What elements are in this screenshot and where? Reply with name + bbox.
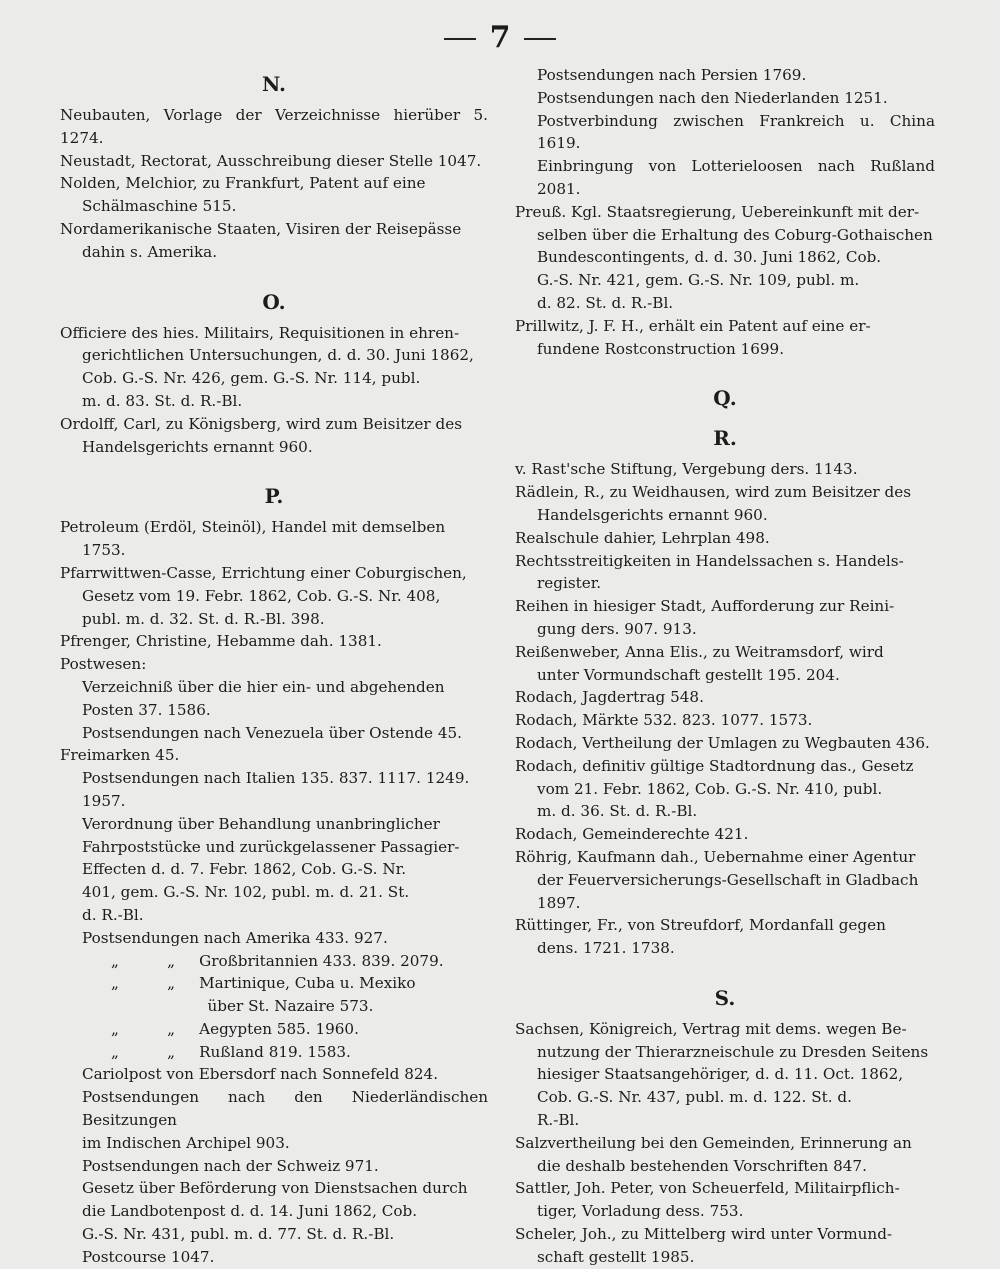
index-entry-line: nutzung der Thierarzneischule zu Dresden Seitens bbox=[537, 1042, 929, 1061]
index-entry: Rüttinger, Fr., von Streufdorf, Mordanfall gegen bbox=[515, 916, 886, 935]
index-entry: Pfarrwittwen-Casse, Errichtung einer Coburgischen, bbox=[60, 563, 467, 582]
section-letter: N. bbox=[262, 72, 286, 96]
index-entry-line: 1753. bbox=[82, 541, 126, 560]
index-entry-line: Schälmaschine 515. bbox=[82, 197, 237, 216]
index-entry-line: Postsendungen nach Venezuela über Ostende 45. bbox=[82, 723, 462, 742]
index-entry-line: d. R.-Bl. bbox=[82, 905, 144, 924]
index-entry-line: Postsendungen nach Persien 1769. bbox=[537, 66, 807, 84]
section-letter: R. bbox=[713, 426, 737, 451]
index-column-right bbox=[515, 64, 935, 1269]
index-entry: Sachsen, Königreich, Vertrag mit dems. wegen Be- bbox=[515, 1019, 907, 1038]
index-entry-line: Postverbindung zwischen Frankreich u. China 1619. bbox=[537, 111, 935, 153]
index-entry: Postwesen: bbox=[60, 655, 147, 674]
index-entry-line: schaft gestellt 1985. bbox=[537, 1247, 695, 1266]
index-entry-line: Postsendungen nach den Niederlanden 1251. bbox=[537, 88, 888, 107]
index-subentry: „ „ Großbritannien 433. 839. 2079. bbox=[82, 951, 444, 970]
index-entry-line: Postsendungen nach der Schweiz 971. bbox=[82, 1156, 379, 1175]
index-entry-line: d. 82. St. d. R.-Bl. bbox=[537, 293, 674, 312]
index-entry: Petroleum (Erdöl, Steinöl), Handel mit demselben bbox=[60, 518, 446, 537]
index-subentry: über St. Nazaire 573. bbox=[82, 997, 374, 1016]
index-entry-line: Verordnung über Behandlung unanbringlicher bbox=[82, 814, 440, 833]
index-entry-line: 401, gem. G.-S. Nr. 102, publ. m. d. 21. St. bbox=[82, 883, 410, 902]
index-entry-line: Handelsgerichts ernannt 960. bbox=[537, 505, 768, 524]
index-entry-line: die Landbotenpost d. d. 14. Juni 1862, Cob. bbox=[82, 1202, 418, 1221]
index-entry-line: Cob. G.-S. Nr. 426, gem. G.-S. Nr. 114, publ. bbox=[82, 369, 421, 388]
index-entry: Röhrig, Kaufmann dah., Uebernahme einer Agentur bbox=[515, 847, 916, 866]
section-letter: Q. bbox=[713, 386, 737, 411]
index-entry-line: gerichtlichen Untersuchungen, d. d. 30. Juni 1862, bbox=[82, 346, 474, 365]
index-entry: Reißenweber, Anna Elis., zu Weitramsdorf, wird bbox=[515, 642, 884, 661]
index-entry: Reihen in hiesiger Stadt, Aufforderung zur Reini- bbox=[515, 597, 895, 616]
index-entry: Rodach, Vertheilung der Umlagen zu Wegbauten 436. bbox=[515, 733, 930, 752]
index-entry: Prillwitz, J. F. H., erhält ein Patent auf eine er- bbox=[515, 316, 871, 335]
index-entry-line: Cariolpost von Ebersdorf nach Sonnefeld 824. bbox=[82, 1065, 439, 1084]
section-letter: S. bbox=[714, 985, 736, 1010]
index-entry: Realschule dahier, Lehrplan 498. bbox=[515, 528, 770, 547]
index-entry-line: dahin s. Amerika. bbox=[82, 242, 218, 261]
page-number-dash-right bbox=[524, 38, 556, 40]
index-entry-line: die deshalb bestehenden Vorschriften 847. bbox=[537, 1156, 867, 1175]
index-entry-line: Gesetz vom 19. Febr. 1862, Cob. G.-S. Nr. 408, bbox=[82, 586, 441, 605]
index-entry-line: Effecten d. d. 7. Febr. 1862, Cob. G.-S. Nr. bbox=[82, 860, 407, 879]
section-letter: P. bbox=[264, 484, 284, 509]
index-entry: Freimarken 45. bbox=[60, 746, 180, 765]
index-entry-line: Handelsgerichts ernannt 960. bbox=[82, 437, 313, 456]
index-entry-line: m. d. 36. St. d. R.-Bl. bbox=[537, 802, 698, 821]
index-column-left bbox=[60, 64, 488, 1269]
index-entry-line: R.-Bl. bbox=[537, 1111, 580, 1130]
index-entry: Pfrenger, Christine, Hebamme dah. 1381. bbox=[60, 632, 382, 651]
index-entry: Sattler, Joh. Peter, von Scheuerfeld, Militairpflich- bbox=[515, 1179, 900, 1198]
index-entry: Ordolff, Carl, zu Königsberg, wird zum Beisitzer des bbox=[60, 414, 463, 433]
page-number bbox=[0, 20, 1000, 55]
page-number-text: 7 bbox=[489, 20, 511, 55]
index-entry: Salzvertheilung bei den Gemeinden, Erinnerung an bbox=[515, 1133, 912, 1152]
index-entry-line: gung ders. 907. 913. bbox=[537, 619, 697, 638]
index-entry-line: Einbringung von Lotterieloosen nach Rußland 2081. bbox=[537, 157, 935, 198]
index-entry: Rodach, Jagdertrag 548. bbox=[515, 688, 704, 707]
index-entry-line: 1897. bbox=[537, 893, 581, 912]
index-entry-line: Fahrpoststücke und zurückgelassener Passagier- bbox=[82, 837, 460, 856]
section-letter: O. bbox=[262, 289, 286, 314]
index-entry-line: Bundescontingents, d. d. 30. Juni 1862, Cob. bbox=[537, 248, 882, 267]
index-entry-line: fundene Rostconstruction 1699. bbox=[537, 339, 785, 358]
index-entry-line: selben über die Erhaltung des Coburg-Gothaischen bbox=[537, 225, 933, 244]
index-entry-line: 1957. bbox=[82, 791, 126, 810]
index-entry-line: der Feuerversicherungs-Gesellschaft in Gladbach bbox=[537, 870, 919, 889]
index-subentry: „ „ Rußland 819. 1583. bbox=[82, 1042, 351, 1061]
index-entry: Rädlein, R., zu Weidhausen, wird zum Beisitzer des bbox=[515, 483, 912, 502]
index-entry-line: Gesetz über Beförderung von Dienstsachen durch bbox=[82, 1179, 468, 1198]
index-entry: v. Rast'sche Stiftung, Vergebung ders. 1143. bbox=[515, 460, 858, 479]
index-entry: Rechtsstreitigkeiten in Handelssachen s. Handels- bbox=[515, 551, 904, 570]
index-entry-line: Posten 37. 1586. bbox=[82, 700, 211, 719]
index-entry-line: Postcourse 1047. bbox=[82, 1247, 215, 1266]
index-entry-line: dens. 1721. 1738. bbox=[537, 939, 675, 958]
index-entry-line: tiger, Vorladung dess. 753. bbox=[537, 1202, 744, 1221]
index-entry: Rodach, definitiv gültige Stadtordnung das., Gesetz bbox=[515, 756, 914, 775]
index-entry-line: Postsendungen nach Italien 135. 837. 1117. 1249. bbox=[82, 769, 470, 788]
index-entry: Preuß. Kgl. Staatsregierung, Uebereinkunft mit der- bbox=[515, 202, 920, 221]
index-entry-line: Postsendungen nach Amerika 433. 927. bbox=[82, 928, 388, 947]
index-entry-line: Cob. G.-S. Nr. 437, publ. m. d. 122. St. d. bbox=[537, 1088, 852, 1107]
index-subentry: „ „ Martinique, Cuba u. Mexiko bbox=[82, 974, 416, 993]
index-entry: Scheler, Joh., zu Mittelberg wird unter Vormund- bbox=[515, 1225, 893, 1244]
index-entry: Rodach, Märkte 532. 823. 1077. 1573. bbox=[515, 711, 813, 730]
index-entry-line: publ. m. d. 32. St. d. R.-Bl. 398. bbox=[82, 609, 325, 628]
index-entry: Rodach, Gemeinderechte 421. bbox=[515, 825, 749, 844]
index-entry: Neustadt, Rectorat, Ausschreibung dieser Stelle 1047. bbox=[60, 151, 482, 170]
index-entry-line: hiesiger Staatsangehöriger, d. d. 11. Oct. 1862, bbox=[537, 1065, 904, 1084]
index-subentry: „ „ Aegypten 585. 1960. bbox=[82, 1019, 359, 1038]
index-entry: Officiere des hies. Militairs, Requisitionen in ehren- bbox=[60, 323, 460, 342]
index-entry-line: G.-S. Nr. 431, publ. m. d. 77. St. d. R.-Bl. bbox=[82, 1225, 395, 1244]
index-entry: Nordamerikanische Staaten, Visiren der Reisepässe bbox=[60, 219, 462, 238]
index-entry-line: vom 21. Febr. 1862, Cob. G.-S. Nr. 410, publ. bbox=[537, 779, 883, 798]
index-entry-line: Postsendungen nach den Niederländischen Besitzungen bbox=[82, 1088, 488, 1130]
index-entry-line: register. bbox=[537, 574, 602, 593]
index-entry-line: unter Vormundschaft gestellt 195. 204. bbox=[537, 665, 840, 684]
page-number-dash-left bbox=[444, 38, 476, 40]
index-entry-line: im Indischen Archipel 903. bbox=[82, 1133, 290, 1152]
index-entry: Neubauten, Vorlage der Verzeichnisse hierüber 5. 1274. bbox=[60, 106, 488, 147]
index-entry-line: Verzeichniß über die hier ein- und abgehenden bbox=[82, 677, 445, 696]
index-entry-line: G.-S. Nr. 421, gem. G.-S. Nr. 109, publ. m. bbox=[537, 271, 860, 290]
index-entry: Nolden, Melchior, zu Frankfurt, Patent auf eine bbox=[60, 174, 426, 193]
index-entry-line: m. d. 83. St. d. R.-Bl. bbox=[82, 391, 243, 410]
